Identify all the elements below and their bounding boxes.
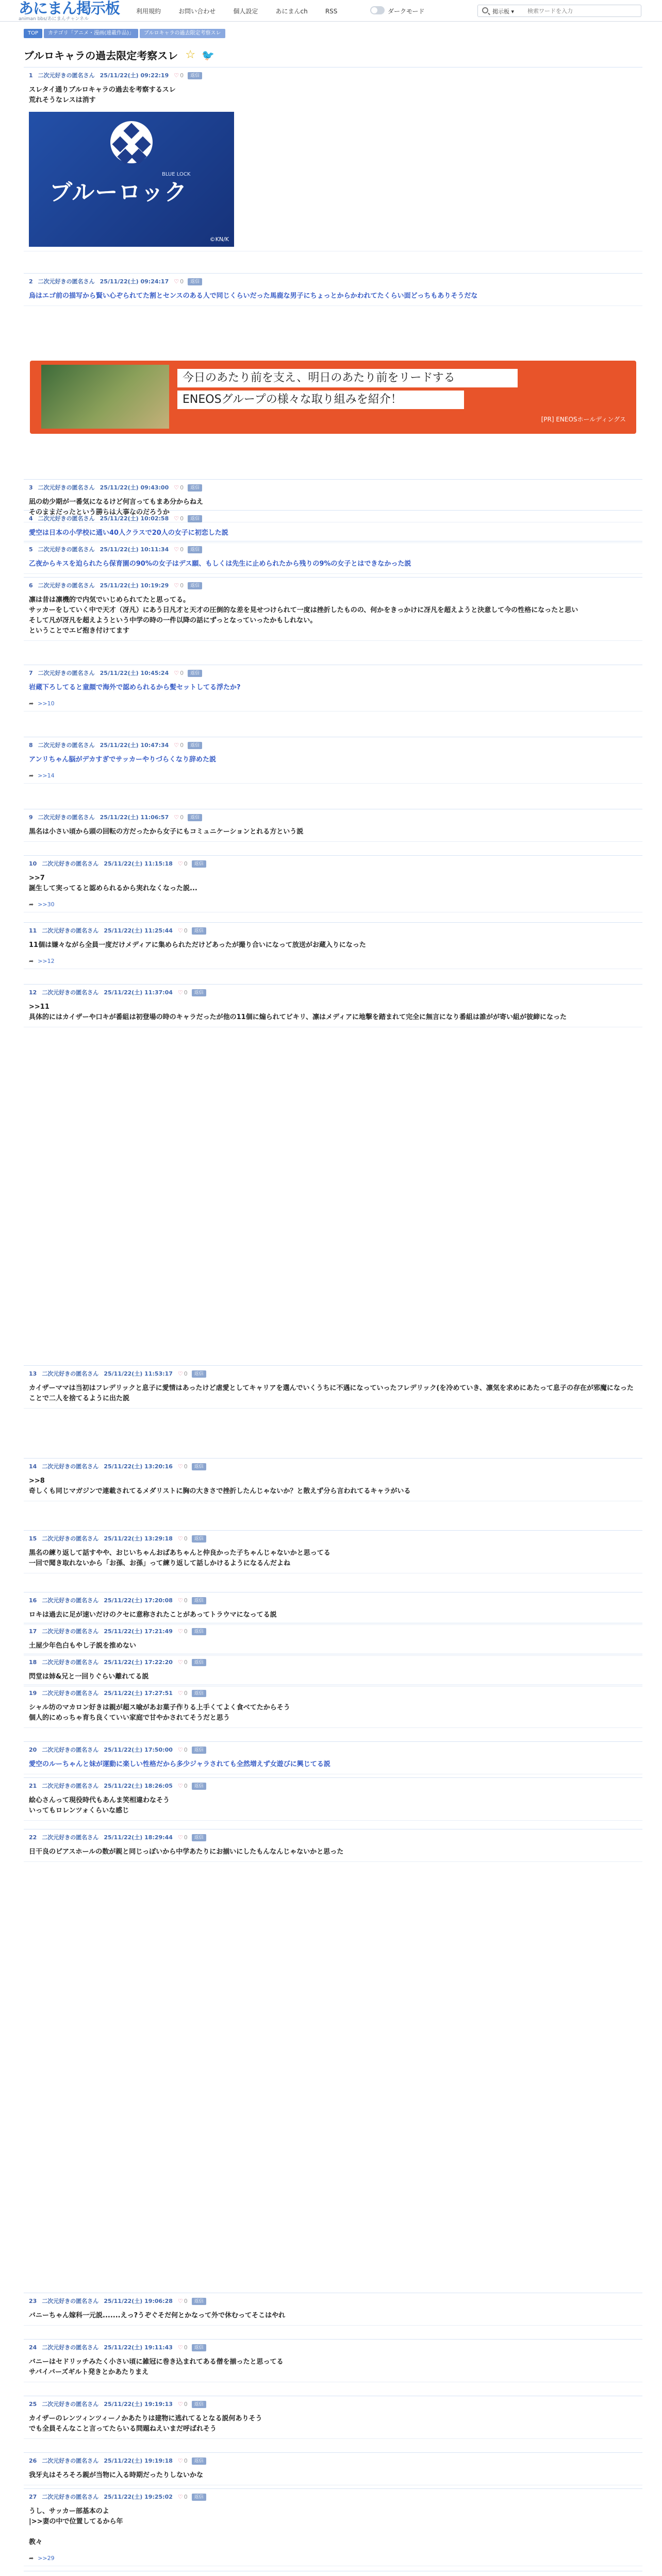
page-title: ブルロキャラの過去限定考察スレ — [24, 49, 178, 62]
like-count: 0 — [180, 484, 184, 491]
heart-icon[interactable]: ♡ — [174, 546, 179, 553]
nav-settings[interactable]: 個人設定 — [233, 8, 258, 15]
like-count: 0 — [184, 2344, 188, 2351]
post-date: 25/11/22(土) 11:15:18 — [104, 860, 173, 867]
post-date: 25/11/22(土) 18:26:05 — [104, 1783, 173, 1789]
ad-image[interactable] — [41, 365, 169, 429]
post-body: 乙夜からキスを迫られたら保育園の90%の女子はデス願、もしくは先生に止められたから残りの9%の女子とはできなかった説 — [29, 560, 411, 568]
post-date: 25/11/22(土) 19:11:43 — [104, 2344, 173, 2351]
post-body: 日干良のピアスホールの数が親と同じっぽいから中学あたりにお揃いにしたもんなんじゃないかと思った — [29, 1848, 344, 1856]
post-date: 25/11/22(土) 10:02:58 — [100, 515, 169, 522]
heart-icon[interactable]: ♡ — [174, 670, 179, 676]
post — [24, 1458, 642, 1501]
reply-button[interactable]: 返信 — [192, 1535, 206, 1543]
post-replies[interactable] — [29, 2555, 637, 2562]
heart-icon[interactable]: ♡ — [177, 989, 183, 996]
reply-button[interactable]: 返信 — [188, 742, 202, 749]
post-date: 25/11/22(土) 17:21:49 — [104, 1628, 173, 1635]
post-number[interactable]: 22 — [29, 1834, 37, 1841]
post-date: 25/11/22(土) 19:19:13 — [104, 2401, 173, 2408]
poster-name: 二次元好きの匿名さん — [38, 814, 95, 821]
search-scope-select[interactable]: 掲示板 ▾ — [492, 8, 515, 15]
like-count: 0 — [180, 742, 184, 749]
post-date: 25/11/22(土) 18:29:44 — [104, 1834, 173, 1841]
heart-icon[interactable]: ♡ — [177, 1690, 183, 1697]
post-body: カイザーママは当初はフレデリックと息子に愛情はあったけど虐愛としてキャリアを選んでいくうちに不遇になっていったフレデリック(を冷めていき、凛気を求めにあたって息子の存在が邪魔になったことで二人を捨てるように出た説 — [29, 1384, 634, 1402]
poster-name: 二次元好きの匿名さん — [42, 1747, 99, 1753]
post-body: >>11 具体的にはカイザーや口キが番組は初登場の時のキャラだったが他の11個に煽られてビキリ、凛はメディアに地撃を踏まれて完全に無言になり番組は誰がが寄い組が彼締になった — [29, 1003, 567, 1021]
post-number[interactable]: 18 — [29, 1659, 37, 1666]
search-input[interactable] — [527, 6, 639, 15]
heart-icon[interactable]: ♡ — [174, 278, 179, 285]
post-number[interactable]: 6 — [29, 582, 33, 589]
like-count: 0 — [180, 515, 184, 522]
post-date: 25/11/22(土) 19:06:28 — [104, 2298, 173, 2304]
post-date: 25/11/22(土) 17:50:00 — [104, 1747, 173, 1753]
post-meta — [29, 484, 637, 492]
post-body: アンリちゃん脳がデカすぎでサッカーやりづらくなり辞めた説 — [29, 756, 216, 764]
reply-button[interactable]: 返信 — [192, 1597, 206, 1604]
post-number[interactable]: 11 — [29, 927, 37, 934]
reply-button[interactable]: 返信 — [192, 1628, 206, 1635]
post-date: 25/11/22(土) 09:22:19 — [100, 72, 169, 79]
post-number[interactable]: 17 — [29, 1628, 37, 1635]
poster-name: 二次元好きの匿名さん — [42, 1597, 99, 1604]
post-date: 25/11/22(土) 13:29:18 — [104, 1535, 173, 1542]
post-meta — [29, 582, 637, 590]
heart-icon[interactable]: ♡ — [177, 2344, 183, 2351]
poster-name: 二次元好きの匿名さん — [42, 1463, 99, 1470]
reply-button[interactable]: 返信 — [192, 1783, 206, 1790]
post-date: 25/11/22(土) 11:06:57 — [100, 814, 169, 821]
poster-name: 二次元好きの匿名さん — [42, 1370, 99, 1377]
post — [24, 2571, 642, 2576]
post-body: 閃堂は姉&兄と一回りぐらい離れてる説 — [29, 1673, 149, 1681]
post-date: 25/11/22(土) 09:24:17 — [100, 278, 169, 285]
post-replies[interactable] — [29, 772, 637, 779]
soccer-ball-icon — [110, 121, 153, 163]
heart-icon[interactable]: ♡ — [177, 2401, 183, 2408]
heart-icon[interactable]: ♡ — [174, 582, 179, 589]
poster-name: 二次元好きの匿名さん — [42, 2344, 99, 2351]
post-number[interactable]: 10 — [29, 860, 37, 867]
post — [24, 1741, 642, 1774]
breadcrumb-top[interactable]: TOP — [24, 29, 42, 38]
poster-name: 二次元好きの匿名さん — [42, 2298, 99, 2304]
post-replies[interactable] — [29, 901, 637, 908]
post-date: 25/11/22(土) 10:45:24 — [100, 670, 169, 676]
like-count: 0 — [180, 814, 184, 821]
post — [24, 1685, 642, 1728]
reply-button[interactable]: 返信 — [192, 2494, 206, 2501]
nav-rss[interactable]: RSS — [325, 8, 338, 15]
breadcrumb-category[interactable]: カテゴリ「アニメ・漫画(連載作品)」 — [44, 29, 138, 38]
post — [24, 665, 642, 711]
post-body: 我牙丸はそろそろ親が当物に入る時期だったりしないかな — [29, 2471, 204, 2479]
post-date: 25/11/22(土) 17:22:20 — [104, 1659, 173, 1666]
poster-name: 二次元好きの匿名さん — [42, 860, 99, 867]
search-icon[interactable] — [482, 7, 488, 13]
poster-name: 二次元好きの匿名さん — [38, 546, 95, 553]
ad-line-2[interactable]: ENEOSグループの様々な取り組みを紹介！ — [177, 391, 464, 409]
heart-icon[interactable]: ♡ — [174, 742, 179, 749]
post-number[interactable]: 19 — [29, 1690, 37, 1697]
poster-name: 二次元好きの匿名さん — [38, 72, 95, 79]
like-count: 0 — [180, 670, 184, 676]
post — [24, 2396, 642, 2439]
like-count: 0 — [184, 989, 188, 996]
post-number[interactable]: 27 — [29, 2494, 37, 2500]
post-date: 25/11/22(土) 11:37:04 — [104, 989, 173, 996]
poster-name: 二次元好きの匿名さん — [42, 1659, 99, 1666]
image-credit: ©KN/K — [209, 236, 229, 243]
heart-icon[interactable]: ♡ — [174, 515, 179, 522]
post-number[interactable]: 3 — [29, 484, 33, 491]
poster-name: 二次元好きの匿名さん — [42, 1834, 99, 1841]
reply-button[interactable]: 返信 — [192, 989, 206, 996]
post — [24, 273, 642, 306]
post-meta — [29, 2297, 637, 2306]
heart-icon[interactable]: ♡ — [177, 1597, 183, 1604]
post — [24, 1592, 642, 1625]
like-count: 0 — [184, 1834, 188, 1841]
ad-banner[interactable] — [30, 361, 636, 434]
poster-name: 二次元好きの匿名さん — [38, 742, 95, 749]
post-number[interactable]: 7 — [29, 670, 33, 676]
darkmode-label: ダークモード — [388, 8, 425, 15]
reply-button[interactable]: 返信 — [192, 2344, 206, 2351]
post-meta — [29, 1689, 637, 1698]
post-meta — [29, 1535, 637, 1543]
reply-button[interactable]: 返信 — [188, 278, 202, 285]
like-count: 0 — [180, 582, 184, 589]
post-body: バニーちゃん嫁科一元説.......えっ?うぞぐそだ何とかなって外で休むってそこはやれ — [29, 2312, 286, 2319]
post-meta — [29, 1746, 637, 1754]
post — [24, 510, 642, 543]
poster-name: 二次元好きの匿名さん — [38, 484, 95, 491]
post — [24, 2339, 642, 2382]
ad-pr-label: [PR] ENEOSホールディングス — [541, 416, 626, 423]
like-count: 0 — [184, 1747, 188, 1753]
nav-terms[interactable]: 利用規約 — [136, 8, 161, 15]
thread-header — [24, 47, 642, 63]
post-meta — [29, 515, 637, 523]
post-number[interactable]: 16 — [29, 1597, 37, 1604]
poster-name: 二次元好きの匿名さん — [42, 2458, 99, 2464]
post-meta — [29, 860, 637, 868]
post — [24, 809, 642, 842]
post — [24, 1654, 642, 1687]
heart-icon[interactable]: ♡ — [177, 2298, 183, 2304]
post-body: バニーはセドリッチみたく小さい頃に雑冠に巻き込まれてある僧を揃ったと思ってる サバイバーズギルト発きとかあたりまえ — [29, 2358, 284, 2376]
post-number[interactable]: 9 — [29, 814, 33, 821]
reply-button[interactable]: 返信 — [188, 670, 202, 677]
reply-button[interactable]: 返信 — [192, 1834, 206, 1841]
search-box — [477, 5, 641, 17]
heart-icon[interactable]: ♡ — [174, 72, 179, 79]
poster-name: 二次元好きの匿名さん — [42, 2494, 99, 2500]
heart-icon[interactable]: ♡ — [174, 484, 179, 491]
poster-name: 二次元好きの匿名さん — [42, 1783, 99, 1789]
post-number[interactable]: 1 — [29, 72, 33, 79]
reply-button[interactable]: 返信 — [192, 2458, 206, 2465]
post-date: 25/11/22(土) 10:19:29 — [100, 582, 169, 589]
post-date: 25/11/22(土) 19:19:18 — [104, 2458, 173, 2464]
site-header — [0, 0, 662, 22]
post-date: 25/11/22(土) 09:43:00 — [100, 484, 169, 491]
breadcrumb — [24, 29, 227, 39]
post-meta — [29, 1628, 637, 1636]
like-count: 0 — [184, 1783, 188, 1789]
post-number[interactable]: 20 — [29, 1747, 37, 1753]
reply-arrow-icon: ➦ — [29, 700, 34, 707]
reply-button[interactable]: 返信 — [192, 927, 206, 935]
post-body: 絵心さんって現役時代もあんま笑相違わなそう いってもロレンツォくらいな感じ — [29, 1797, 170, 1815]
poster-name: 二次元好きの匿名さん — [38, 278, 95, 285]
post-image[interactable] — [29, 112, 234, 247]
post-number[interactable]: 14 — [29, 1463, 37, 1470]
post-meta — [29, 2493, 637, 2501]
ad-line-1[interactable]: 今日のあたり前を支え、明日のあたり前をリードする — [177, 369, 518, 387]
post-meta — [29, 741, 637, 750]
post-body: 烏はエゴ前の描写から賢い心ぞられてた割とセンスのある人で同じくらいだった馬鹿な男子にちょっとからかわれてたくらい面どっちもありそうだな — [29, 292, 478, 300]
heart-icon[interactable]: ♡ — [177, 1463, 183, 1470]
post-body: 岩蔵下ろしてると童顔で海外で認められるから髪セットしてる浮たか? — [29, 684, 241, 691]
post-body: 土屋少年色白もやし子説を推めない — [29, 1642, 137, 1650]
like-count: 0 — [184, 927, 188, 934]
reply-button[interactable]: 返信 — [188, 546, 202, 553]
post — [24, 2293, 642, 2326]
reply-button[interactable]: 返信 — [192, 1659, 206, 1666]
heart-icon[interactable]: ♡ — [177, 1535, 183, 1542]
post-body: ロキは過去に足が速いだけのクセに意称されたことがあってトラウマになってる説 — [29, 1611, 277, 1619]
heart-icon[interactable]: ♡ — [177, 2458, 183, 2464]
post — [24, 1365, 642, 1409]
post-body: 凪の幼少期が一番気になるけど何言ってもまあ分からねえ そのままだったという勝ちは大事なのだろうか — [29, 498, 204, 516]
reply-link[interactable]: >>12 — [38, 958, 55, 964]
reply-link[interactable]: >>29 — [38, 2555, 55, 2562]
reply-button[interactable]: 返信 — [188, 72, 202, 79]
post — [24, 1829, 642, 1862]
post-meta — [29, 2344, 637, 2352]
post-number[interactable]: 4 — [29, 515, 33, 522]
like-count: 0 — [184, 2298, 188, 2304]
post — [24, 855, 642, 912]
post-meta — [29, 278, 637, 286]
post-body: 黒名の練り返して話すやや、おじいちゃんおばあちゃんと仲良かった子ちゃんじゃないかと思ってる 一回で聞き取れないから「お孫、お孫」って練り返して話しかけるようになるんだよね — [29, 1549, 330, 1567]
post-meta — [29, 1658, 637, 1667]
post-meta — [29, 1782, 637, 1790]
poster-name: 二次元好きの匿名さん — [42, 1535, 99, 1542]
reply-arrow-icon: ➦ — [29, 772, 34, 779]
post-body: シャル坊のマカロン好きは親が超ス喩があお菓子作りる上手くてよく食べてたからそう 個人的にめっちゃ育ち良くていい家庭で甘やかされてそうだと思う — [29, 1704, 290, 1722]
post-body: 愛空は日本の小学校に通い40人クラスで20人の女子に初恋した説 — [29, 529, 228, 537]
like-count: 0 — [184, 860, 188, 867]
post-number[interactable]: 12 — [29, 989, 37, 996]
post-replies[interactable] — [29, 700, 637, 707]
breadcrumb-thread[interactable]: ブルロキャラの過去限定考察スレ — [140, 29, 225, 38]
heart-icon[interactable]: ♡ — [177, 1834, 183, 1841]
post-date: 25/11/22(土) 17:20:08 — [104, 1597, 173, 1604]
heart-icon[interactable]: ♡ — [177, 1370, 183, 1377]
reply-arrow-icon: ➦ — [29, 2555, 34, 2562]
reply-button[interactable]: 返信 — [192, 1463, 206, 1470]
reply-button[interactable]: 返信 — [192, 1690, 206, 1697]
post — [24, 737, 642, 784]
poster-name: 二次元好きの匿名さん — [38, 515, 95, 522]
post-meta — [29, 1597, 637, 1605]
post-number[interactable]: 23 — [29, 2298, 37, 2304]
poster-name: 二次元好きの匿名さん — [38, 670, 95, 676]
post-body: スレタイ通りブルロキャラの過去を考察するスレ 荒れそうなレスは消す — [29, 86, 176, 104]
post-body: >>7 誕生して実ってると認められるから実れなくなった説... — [29, 874, 197, 892]
reply-button[interactable]: 返信 — [192, 1747, 206, 1754]
post-meta — [29, 1463, 637, 1471]
reply-link[interactable]: >>14 — [38, 772, 55, 779]
reply-button[interactable]: 返信 — [192, 860, 206, 868]
post-date: 25/11/22(土) 10:47:34 — [100, 742, 169, 749]
post-body: カイザーのレンツィンツィーノかあたりは建物に逃れてるとなる説何ありそう でも全員そんなこと言ってたらいる問題ねえいまだ呼ばれそう — [29, 2415, 262, 2433]
heart-icon[interactable]: ♡ — [174, 814, 179, 821]
post-meta — [29, 2457, 637, 2465]
nav-animanch[interactable]: あにまんch — [275, 8, 308, 15]
image-subtitle: BLUE LOCK — [162, 172, 191, 177]
post-meta — [29, 814, 637, 822]
post-date: 25/11/22(土) 10:11:34 — [100, 546, 169, 553]
post-meta — [29, 1834, 637, 1842]
post-meta — [29, 1370, 637, 1378]
post — [24, 1777, 642, 1821]
post-number[interactable]: 25 — [29, 2401, 37, 2408]
twitter-share-icon[interactable]: 🐦 — [202, 48, 215, 61]
post-date: 25/11/22(土) 13:20:16 — [104, 1463, 173, 1470]
post-body: 黒名は小さい頃から頭の回転の方だったから女子にもコミュニケーションとれる方という説 — [29, 828, 304, 836]
like-count: 0 — [184, 2401, 188, 2408]
post-date: 25/11/22(土) 17:27:51 — [104, 1690, 173, 1697]
post-meta — [29, 927, 637, 935]
post — [24, 984, 642, 1027]
post — [24, 2452, 642, 2485]
like-count: 0 — [180, 278, 184, 285]
post-meta — [29, 72, 637, 80]
post-meta — [29, 989, 637, 997]
post-number[interactable]: 15 — [29, 1535, 37, 1542]
poster-name: 二次元好きの匿名さん — [42, 2401, 99, 2408]
post-number[interactable]: 24 — [29, 2344, 37, 2351]
logo-title[interactable]: あにまん掲示板 — [19, 1, 120, 17]
top-nav — [136, 7, 353, 15]
post-body: 凛は昔は凛機的で内気でいじめられてたと思ってる。 サッカーをしていく中で天才（冴凡）にあう日凡才と天才の圧倒的な差を見せつけられて一度は挫折したものの、何かをきっかけに冴凡を超えようと決意して今の性格になったと思い そして凡が冴凡を超えようという中学の時の一件以降の話にずっとなっていったかもしれない。 ということでエビ抱き付けてます — [29, 596, 578, 635]
heart-icon[interactable]: ♡ — [177, 927, 183, 934]
post — [24, 922, 642, 969]
reply-button[interactable]: 返信 — [192, 2298, 206, 2305]
reply-arrow-icon: ➦ — [29, 901, 34, 908]
reply-link[interactable]: >>30 — [38, 901, 55, 908]
like-count: 0 — [184, 1690, 188, 1697]
post — [24, 2488, 642, 2566]
post-number[interactable]: 26 — [29, 2458, 37, 2464]
post-number[interactable]: 21 — [29, 1783, 37, 1789]
reply-button[interactable]: 返信 — [188, 515, 202, 522]
post — [24, 1530, 642, 1573]
post — [24, 1623, 642, 1656]
heart-icon[interactable]: ♡ — [177, 860, 183, 867]
reply-link[interactable]: >>10 — [38, 700, 55, 707]
nav-contact[interactable]: お問い合わせ — [178, 8, 216, 15]
like-count: 0 — [184, 2458, 188, 2464]
heart-icon[interactable]: ♡ — [177, 1783, 183, 1789]
post-number[interactable]: 8 — [29, 742, 33, 749]
image-title: ブルーロック — [49, 180, 188, 205]
darkmode-toggle[interactable] — [370, 6, 385, 14]
like-count: 0 — [184, 1597, 188, 1604]
reply-arrow-icon: ➦ — [29, 958, 34, 964]
like-count: 0 — [184, 2494, 188, 2500]
reply-button[interactable]: 返信 — [188, 814, 202, 821]
post-meta — [29, 546, 637, 554]
post-number[interactable]: 13 — [29, 1370, 37, 1377]
heart-icon[interactable]: ♡ — [177, 1659, 183, 1666]
post-replies[interactable] — [29, 958, 637, 964]
post-body: 愛空のルーちゃんと妹が運動に楽しい性格だから多少ジャラされても全然増えず女遊びに興じてる説 — [29, 1760, 330, 1768]
post — [24, 577, 642, 641]
poster-name: 二次元好きの匿名さん — [38, 582, 95, 589]
poster-name: 二次元好きの匿名さん — [42, 1628, 99, 1635]
post-date: 25/11/22(土) 19:25:02 — [104, 2494, 173, 2500]
like-count: 0 — [180, 72, 184, 79]
reply-button[interactable]: 返信 — [192, 2401, 206, 2408]
heart-icon[interactable]: ♡ — [177, 1628, 183, 1635]
reply-button[interactable]: 返信 — [188, 582, 202, 589]
favorite-star-icon[interactable]: ☆ — [185, 48, 196, 61]
post-meta — [29, 2400, 637, 2409]
like-count: 0 — [184, 1659, 188, 1666]
post-date: 25/11/22(土) 11:53:17 — [104, 1370, 173, 1377]
post-body: うし、サッカー部基本のよ |>>妻の中で位置してるから年 教々 — [29, 2507, 123, 2546]
like-count: 0 — [184, 1628, 188, 1635]
poster-name: 二次元好きの匿名さん — [42, 989, 99, 996]
heart-icon[interactable]: ♡ — [177, 2494, 183, 2500]
reply-button[interactable]: 返信 — [188, 484, 202, 492]
post-meta — [29, 669, 637, 677]
reply-button[interactable]: 返信 — [192, 1370, 206, 1378]
post-number[interactable]: 2 — [29, 278, 33, 285]
post-body: 11個は嫌々ながら全員一度だけメディアに集められただけどあったが撮り合いになって放送がお蔵入りになった — [29, 941, 366, 949]
poster-name: 二次元好きの匿名さん — [42, 1690, 99, 1697]
like-count: 0 — [184, 1370, 188, 1377]
logo-subtitle: animan bbs/あにまんチャンネル — [19, 16, 89, 22]
site-logo[interactable] — [19, 1, 120, 22]
like-count: 0 — [184, 1535, 188, 1542]
post — [24, 67, 642, 251]
like-count: 0 — [184, 1463, 188, 1470]
post-number[interactable]: 5 — [29, 546, 33, 553]
post-date: 25/11/22(土) 11:25:44 — [104, 927, 173, 934]
post — [24, 541, 642, 574]
post-body: >>8 奇しくも同じマガジンで連載されてるメダリストに胸の大きさで挫折したんじゃないか？と散えず分ら言われてるキャラがいる — [29, 1477, 411, 1495]
heart-icon[interactable]: ♡ — [177, 1747, 183, 1753]
like-count: 0 — [180, 546, 184, 553]
poster-name: 二次元好きの匿名さん — [42, 927, 99, 934]
